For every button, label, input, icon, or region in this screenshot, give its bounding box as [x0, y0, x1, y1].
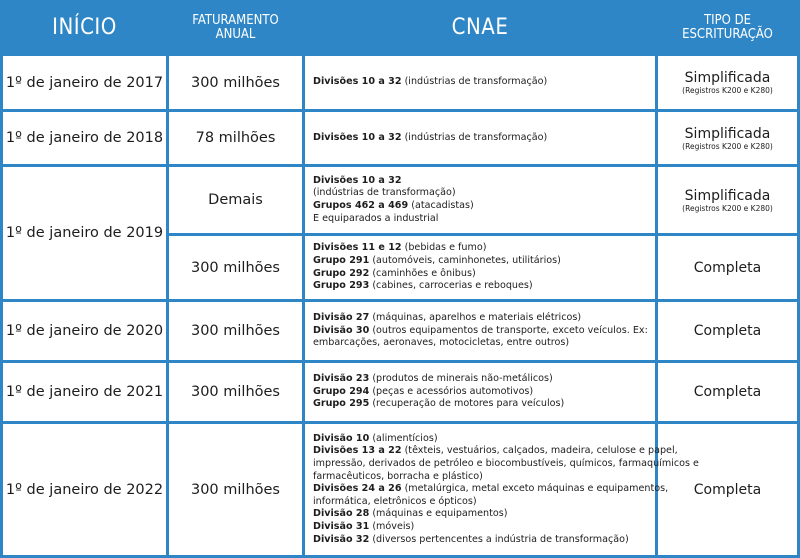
table-row — [3, 112, 797, 164]
tipo-registros: (Registros K200 e K280) — [682, 86, 773, 95]
cnae-desc: E equiparados a industrial — [313, 212, 439, 224]
cnae-line — [313, 398, 649, 411]
tipo-cell — [658, 112, 797, 164]
cnae-desc: (têxteis, vestuários, calçados, madeira, celulose e papel, — [401, 445, 678, 457]
cnae-desc: (automóveis, caminhonetes, utilitários) — [369, 254, 561, 266]
cnae-line — [313, 521, 649, 534]
faturamento-cell: 300 milhões — [169, 424, 302, 555]
cnae-cell — [305, 236, 655, 299]
cnae-code: Grupo 295 — [313, 398, 370, 410]
cnae-line — [313, 187, 649, 200]
header-tipo-line1: TIPO DE — [704, 12, 751, 28]
cnae-code: Divisão 30 — [313, 324, 370, 336]
cnae-code: Divisão 10 — [313, 432, 370, 444]
tipo-registros: (Registros K200 e K280) — [682, 141, 773, 151]
cnae-code: Divisão 27 — [313, 312, 370, 324]
tipo-cell — [658, 363, 797, 421]
cnae-code: Grupo 294 — [313, 385, 370, 397]
table-row — [3, 302, 797, 360]
cnae-code: Divisão 28 — [313, 508, 370, 520]
tipo-label: Completa — [693, 323, 762, 339]
cnae-line — [313, 213, 649, 226]
cnae-line — [313, 386, 649, 399]
tipo-label: Completa — [693, 259, 762, 276]
cnae-line — [313, 508, 649, 521]
cnae-line — [313, 433, 649, 446]
cnae-line — [313, 76, 649, 89]
cnae-line — [313, 325, 649, 338]
table-body — [3, 56, 797, 555]
cnae-desc: (móveis) — [369, 520, 415, 532]
cnae-desc: (peças e acessórios automotivos) — [369, 385, 534, 397]
header-tipo — [658, 3, 797, 53]
cnae-code: Divisões 13 a 22 — [313, 445, 402, 457]
cnae-code: Divisões 24 a 26 — [313, 483, 402, 495]
tipo-cell — [658, 302, 797, 360]
cnae-code: Divisão 31 — [313, 520, 370, 532]
cnae-cell — [305, 363, 655, 421]
cnae-line — [313, 175, 649, 188]
cnae-desc: (caminhões e ônibus) — [369, 267, 476, 279]
table-row — [3, 363, 797, 421]
cnae-line — [313, 445, 678, 458]
cnae-desc: (indústrias de transformação) — [401, 76, 548, 88]
cnae-desc: (máquinas e equipamentos) — [369, 508, 508, 520]
header-row — [3, 3, 797, 53]
inicio-cell: 1º de janeiro de 2022 — [3, 424, 166, 555]
inicio-cell: 1º de janeiro de 2017 — [3, 56, 166, 109]
cnae-cell — [305, 56, 655, 109]
cnae-desc: embarcações, aeronaves, motocicletas, entre outros) — [313, 337, 570, 349]
cnae-desc: farmacêuticos, borracha e plástico) — [313, 470, 483, 482]
tipo-cell — [658, 56, 797, 109]
table-header — [3, 3, 797, 53]
cnae-desc: (alimentícios) — [369, 432, 438, 444]
cnae-line — [313, 458, 699, 471]
cnae-code: Grupo 291 — [313, 254, 370, 266]
cnae-code: Divisão 32 — [313, 533, 370, 545]
tipo-label: Completa — [693, 481, 762, 498]
table-row — [3, 424, 797, 555]
cnae-line — [313, 312, 649, 325]
cnae-cell — [305, 424, 699, 555]
cnae-line — [313, 200, 649, 213]
header-faturamento-line1: FATURAMENTO — [192, 12, 279, 28]
header-faturamento — [169, 3, 302, 53]
cnae-desc: informática, eletrônicos e ópticos) — [313, 495, 477, 507]
faturamento-cell: 300 milhões — [169, 363, 302, 421]
inicio-cell: 1º de janeiro de 2021 — [3, 363, 166, 421]
cnae-line — [313, 280, 649, 293]
cnae-code: Divisões 11 e 12 — [313, 242, 402, 254]
header-inicio: INÍCIO — [3, 3, 166, 53]
cnae-desc: impressão, derivados de petróleo e biocombustíveis, químicos, farmaquímicos e — [313, 458, 699, 470]
faturamento-cell: 300 milhões — [169, 56, 302, 109]
inicio-cell: 1º de janeiro de 2020 — [3, 302, 166, 360]
cnae-line — [313, 483, 669, 496]
cnae-code: Divisões 10 a 32 — [313, 174, 402, 186]
faturamento-cell: 300 milhões — [169, 236, 302, 299]
tipo-cell — [658, 236, 797, 299]
cnae-line — [313, 373, 649, 386]
cnae-code: Grupos 462 a 469 — [313, 200, 409, 211]
cnae-desc: (indústrias de transformação) — [313, 187, 456, 199]
cnae-desc: (diversos pertencentes a indústria de transformação) — [369, 533, 629, 545]
tipo-registros: (Registros K200 e K280) — [682, 203, 773, 213]
cnae-cell — [305, 112, 655, 164]
faturamento-cell: 78 milhões — [169, 112, 302, 164]
cnae-cell — [305, 167, 655, 233]
cnae-desc: (bebidas e fumo) — [401, 242, 487, 254]
cnae-line — [313, 242, 649, 255]
table-row — [3, 56, 797, 109]
tipo-label: Simplificada — [684, 125, 771, 142]
cnae-desc: (recuperação de motores para veículos) — [369, 398, 565, 410]
cnae-line — [313, 337, 649, 350]
cnae-code: Divisões 10 a 32 — [313, 131, 402, 143]
tipo-cell — [658, 167, 797, 233]
tipo-label: Simplificada — [684, 187, 771, 204]
header-cnae: CNAE — [305, 3, 655, 53]
header-tipo-line2: ESCRITURAÇÃO — [682, 27, 773, 42]
cnae-desc: (produtos de minerais não-metálicos) — [369, 373, 553, 385]
cnae-code: Divisão 23 — [313, 373, 370, 385]
cnae-line — [313, 534, 649, 547]
cnae-desc: (outros equipamentos de transporte, exceto veículos. Ex: — [369, 324, 648, 336]
cnae-desc: (cabines, carrocerias e reboques) — [369, 280, 533, 292]
cnae-desc: (atacadistas) — [408, 200, 474, 211]
cnae-code: Divisões 10 a 32 — [313, 76, 402, 88]
cnae-desc: (indústrias de transformação) — [401, 131, 548, 143]
cnae-line — [313, 268, 649, 281]
tipo-cell — [658, 424, 797, 555]
cnae-cell — [305, 302, 655, 360]
table-row — [3, 167, 797, 233]
faturamento-cell: Demais — [169, 167, 302, 233]
cnae-desc: (máquinas, aparelhos e materiais elétricos) — [369, 312, 582, 324]
tipo-label: Simplificada — [684, 70, 771, 86]
cnae-line — [313, 132, 649, 145]
header-faturamento-line2: ANUAL — [215, 27, 256, 42]
cnae-code: Grupo 292 — [313, 267, 370, 279]
cnae-code: Grupo 293 — [313, 280, 370, 292]
inicio-cell: 1º de janeiro de 2018 — [3, 112, 166, 164]
cnae-line — [313, 255, 649, 268]
cnae-line — [313, 471, 649, 484]
cnae-line — [313, 496, 649, 509]
cnae-desc: (metalúrgica, metal exceto máquinas e equipamentos, — [401, 483, 669, 495]
tipo-label: Completa — [693, 384, 762, 400]
inicio-cell: 1º de janeiro de 2019 — [3, 167, 166, 299]
faturamento-cell: 300 milhões — [169, 302, 302, 360]
